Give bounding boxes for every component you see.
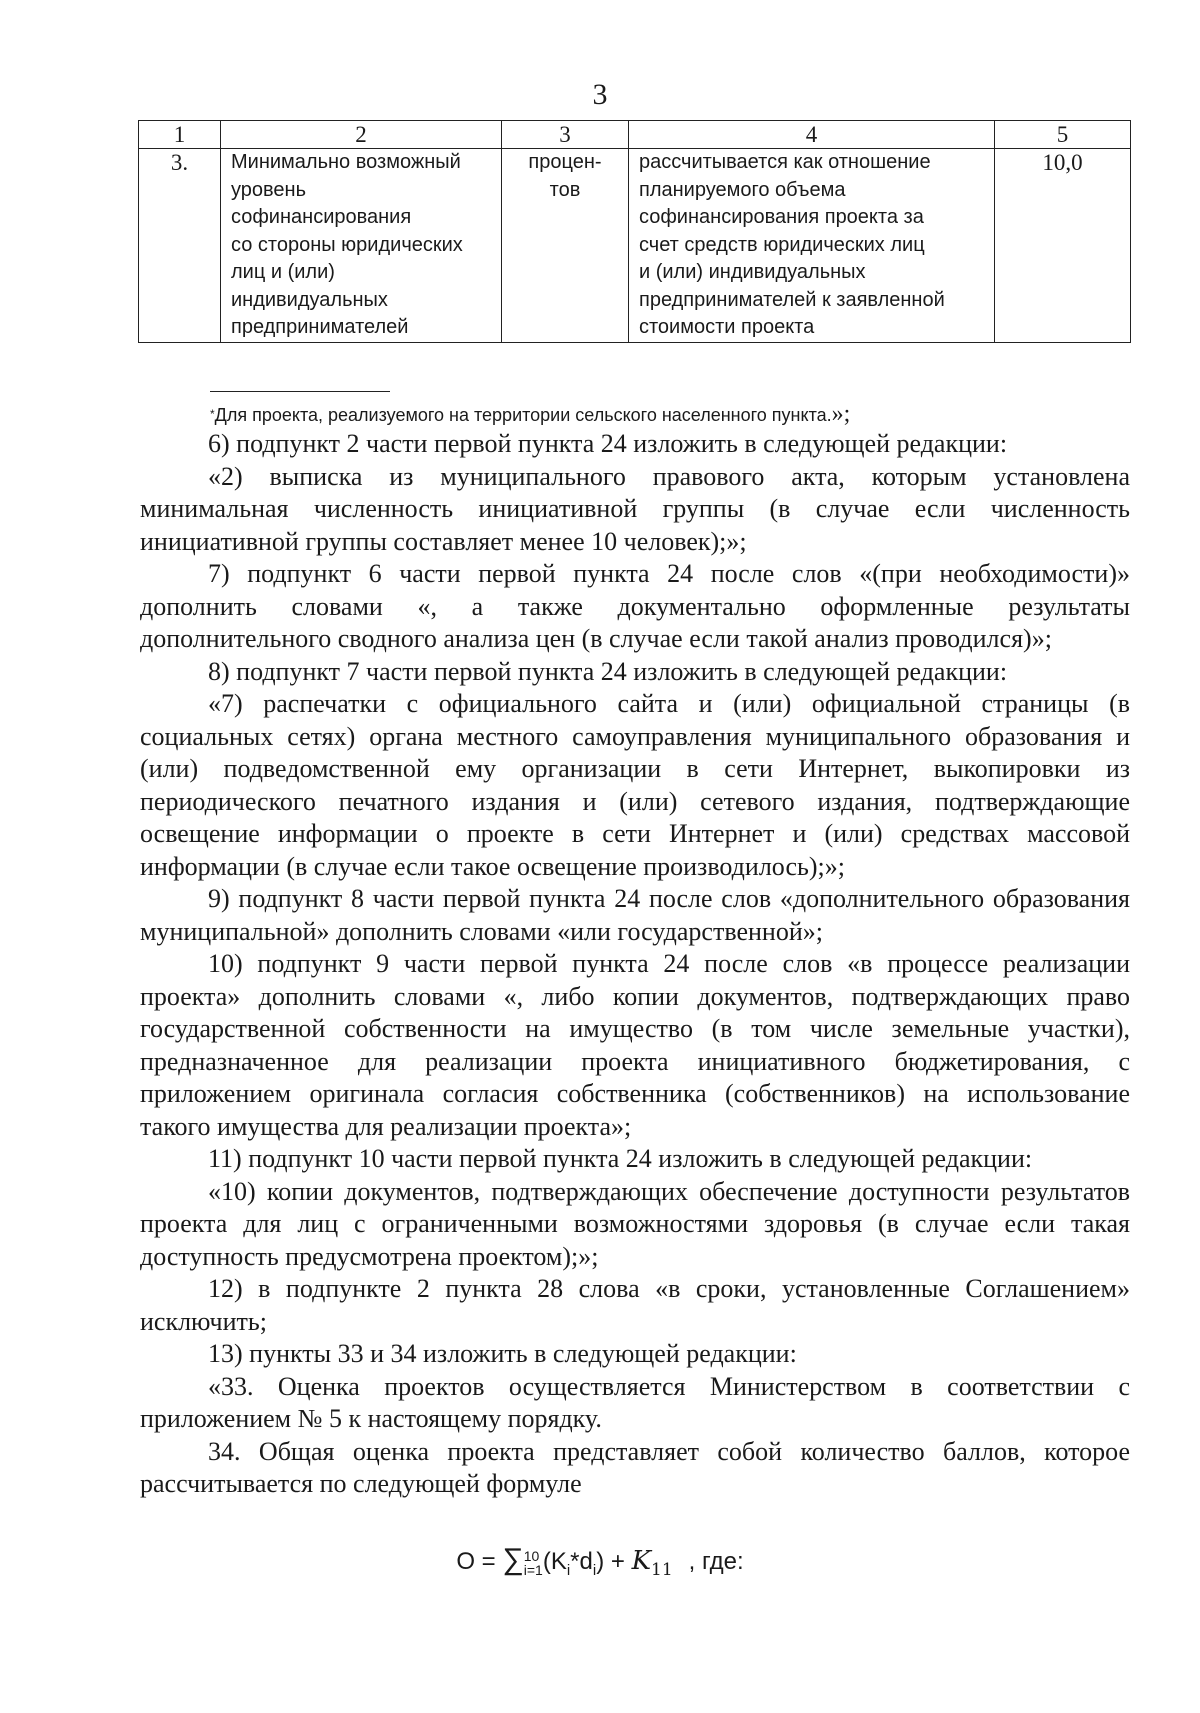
sum-limits xyxy=(524,1549,543,1577)
sum-symbol: ∑ xyxy=(502,1543,524,1576)
paragraph: «2) выписка из муниципального правового акта, которым установлена минимальная численность инициативной группы (в случае если численность инициативной группы составляет менее 10 человек);»; xyxy=(140,461,1130,556)
table-header-cell: 2 xyxy=(221,121,502,149)
formula-times: *d xyxy=(570,1548,593,1575)
paragraph: 6) подпункт 2 части первой пункта 24 изложить в следующей редакции: xyxy=(208,429,1008,458)
formula-open: (K xyxy=(542,1548,567,1575)
paragraph: 11) подпункт 10 части первой пункта 24 изложить в следующей редакции: xyxy=(208,1144,1033,1173)
formula-tail: , где: xyxy=(688,1548,744,1575)
formula-subscript: i xyxy=(592,1561,597,1579)
criteria-table xyxy=(138,120,1131,343)
unit-cell: процен- тов xyxy=(502,149,629,343)
scoring-formula xyxy=(0,1543,1200,1580)
formula-close: ) xyxy=(596,1548,605,1575)
paragraph: «7) распечатки с официального сайта и (или) официальной страницы (в социальных сетях) органа местного самоуправления муниципального образования и (или) подведомственной ему организации в сети Интернет, выкопировки из периодического печатного издания и (или) сетевого издания, подтверждающие освещение информации о проекте в сети Интернет и (или) средствах массовой информации (в случае если такое освещение производилось);»; xyxy=(140,689,1130,881)
paragraph: 34. Общая оценка проекта представляет собой количество баллов, которое рассчитывается по следующей формуле xyxy=(140,1436,1130,1498)
document-body xyxy=(140,428,1130,1501)
table-header-cell: 4 xyxy=(629,121,995,149)
paragraph: 12) в подпункте 2 пункта 28 слова «в сроки, установленные Соглашением» исключить; xyxy=(140,1274,1130,1336)
formula-k-subscript: 11 xyxy=(651,1560,673,1581)
row-number: 3. xyxy=(139,149,221,343)
table-header-row xyxy=(139,121,1131,149)
sum-lower-limit: i=1 xyxy=(523,1561,543,1578)
paragraph: «10) копии документов, подтверждающих обеспечение доступности результатов проекта для лиц с ограниченными возможностями здоровья (в случае если такая доступность предусмотрена проектом);»; xyxy=(140,1176,1130,1271)
criterion-cell: Минимально возможный уровень софинансирования со стороны юридических лиц и (или) индивидуальных предпринимателей xyxy=(221,149,502,343)
formula-plus: + xyxy=(610,1548,625,1575)
formula-subscript: i xyxy=(566,1561,571,1579)
table-header-cell: 5 xyxy=(995,121,1131,149)
paragraph: 8) подпункт 7 части первой пункта 24 изложить в следующей редакции: xyxy=(208,656,1008,686)
paragraph: 10) подпункт 9 части первой пункта 24 после слов «в процессе реализации проекта» дополнить словами «, либо копии документов, подтверждающих право государственной собственности на имущество (в том числе земельные участки), предназначенное для реализации проекта инициативного бюджетирования, с приложением оригинала согласия собственника (собственников) на использование такого имущества для реализации проекта»; xyxy=(140,949,1130,1141)
table-row xyxy=(139,149,1131,343)
table-header-cell: 3 xyxy=(502,121,629,149)
paragraph: 13) пункты 33 и 34 изложить в следующей редакции: xyxy=(208,1339,797,1368)
formula-k: K xyxy=(631,1546,651,1576)
page-number: 3 xyxy=(592,78,608,111)
footnote-text: Для проекта, реализуемого на территории сельского населенного пункта. xyxy=(214,405,832,425)
paragraph: 9) подпункт 8 части первой пункта 24 после слов «дополнительного образования муниципальной» дополнить словами «или государственной»; xyxy=(140,884,1130,946)
paragraph: «33. Оценка проектов осуществляется Министерством в соответствии с приложением № 5 к настоящему порядку. xyxy=(140,1371,1130,1433)
method-cell: рассчитывается как отношение планируемого объема софинансирования проекта за счет средств юридических лиц и (или) индивидуальных предпринимателей к заявленной стоимости проекта xyxy=(629,149,995,343)
footnote-divider xyxy=(210,391,390,392)
footnote xyxy=(210,402,1110,427)
table-header-cell: 1 xyxy=(139,121,221,149)
formula-k11 xyxy=(631,1546,673,1581)
footnote-closing-quote: »; xyxy=(831,401,851,427)
formula-lhs: O = xyxy=(456,1548,496,1575)
paragraph: 7) подпункт 6 части первой пункта 24 после слов «(при необходимости)» дополнить словами «, а также документально оформленные результаты дополнительного сводного анализа цен (в случае если такой анализ проводился)»; xyxy=(140,559,1130,653)
value-cell: 10,0 xyxy=(995,149,1131,343)
footnote-marker: * xyxy=(210,407,215,421)
sum-upper-limit: 10 xyxy=(523,1547,540,1564)
